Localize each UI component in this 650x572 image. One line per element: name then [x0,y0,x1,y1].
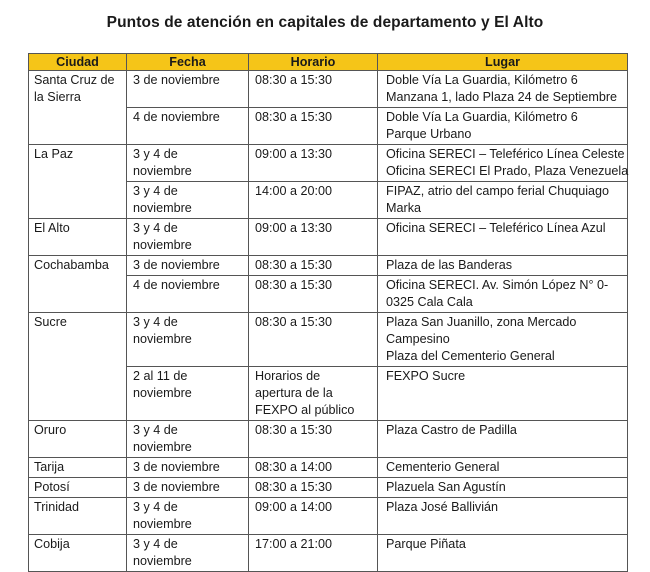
column-header-horario: Horario [249,54,378,71]
cell-ciudad-line: Cochabamba [34,258,109,272]
cell-horario [249,313,378,367]
cell-fecha [127,458,249,478]
table-row [29,256,628,276]
cell-ciudad-line: la Sierra [34,90,81,104]
cell-fecha [127,367,249,421]
cell-fecha-line: noviembre [133,332,192,346]
cell-fecha [127,219,249,256]
cell-lugar-line: FIPAZ, atrio del campo ferial Chuquiago [386,184,610,198]
cell-horario-line: 08:30 a 15:30 [255,110,333,124]
cell-horario-line: 08:30 a 14:00 [255,460,333,474]
cell-lugar [378,108,628,145]
cell-lugar [378,219,628,256]
cell-fecha [127,145,249,182]
cell-lugar-line: Plazuela San Agustín [386,480,506,494]
cell-fecha [127,478,249,498]
cell-lugar [378,182,628,219]
cell-ciudad-line: Sucre [34,315,67,329]
cell-fecha-line: 2 al 11 de [133,369,188,383]
cell-lugar [378,367,628,421]
cell-horario-line: 09:00 a 14:00 [255,500,333,514]
cell-lugar-line: Oficina SERECI. Av. Simón López N° 0- [386,278,609,292]
cell-lugar-line: Campesino [386,332,450,346]
cell-horario [249,458,378,478]
cell-fecha-line: 4 de noviembre [133,110,220,124]
table-row [29,71,628,108]
cell-fecha [127,313,249,367]
cell-ciudad [29,498,127,535]
cell-fecha-line: noviembre [133,386,192,400]
cell-ciudad [29,313,127,421]
cell-ciudad-line: La Paz [34,147,74,161]
attention-points-table [28,53,628,572]
cell-fecha-line: 3 y 4 de [133,423,178,437]
cell-lugar-line: Plaza de las Banderas [386,258,513,272]
cell-horario [249,367,378,421]
cell-horario-line: 08:30 a 15:30 [255,258,333,272]
cell-fecha-line: 3 de noviembre [133,460,220,474]
cell-lugar-line: Oficina SERECI – Teleférico Línea Celeste [386,147,625,161]
table-row [29,498,628,535]
cell-horario [249,71,378,108]
cell-horario [249,535,378,572]
cell-ciudad [29,256,127,313]
cell-lugar-line: Plaza Castro de Padilla [386,423,517,437]
cell-lugar [378,498,628,535]
cell-fecha [127,71,249,108]
cell-lugar-line: Doble Vía La Guardia, Kilómetro 6 [386,110,578,124]
cell-ciudad [29,535,127,572]
cell-horario [249,276,378,313]
table-row [29,478,628,498]
table-body [29,71,628,572]
cell-horario-line: 08:30 a 15:30 [255,278,333,292]
cell-fecha-line: 3 y 4 de [133,500,178,514]
cell-fecha-line: noviembre [133,440,192,454]
cell-horario-line: 08:30 a 15:30 [255,423,333,437]
column-header-fecha: Fecha [127,54,249,71]
cell-horario-line: 09:00 a 13:30 [255,147,333,161]
page-title: Puntos de atención en capitales de departamento y El Alto [106,14,544,31]
cell-fecha [127,421,249,458]
cell-fecha-line: 3 y 4 de [133,147,178,161]
cell-lugar [378,421,628,458]
cell-fecha-line: 3 y 4 de [133,315,178,329]
cell-fecha [127,108,249,145]
cell-lugar [378,256,628,276]
cell-fecha-line: noviembre [133,517,192,531]
cell-fecha [127,256,249,276]
cell-fecha-line: noviembre [133,201,192,215]
cell-fecha [127,498,249,535]
cell-horario [249,182,378,219]
cell-lugar-line: Plaza José Ballivián [386,500,499,514]
cell-lugar-line: Plaza San Juanillo, zona Mercado [386,315,577,329]
cell-horario [249,256,378,276]
cell-fecha-line: 3 y 4 de [133,184,178,198]
table-row [29,458,628,478]
cell-ciudad-line: Santa Cruz de [34,73,115,87]
cell-fecha [127,276,249,313]
table-header-row [29,54,628,71]
cell-horario [249,478,378,498]
cell-lugar-line: 0325 Cala Cala [386,295,473,309]
cell-lugar-line: Oficina SERECI El Prado, Plaza Venezuela [386,164,629,178]
cell-lugar [378,313,628,367]
cell-fecha-line: 4 de noviembre [133,278,220,292]
cell-ciudad [29,478,127,498]
cell-ciudad [29,145,127,219]
cell-ciudad [29,219,127,256]
cell-lugar [378,478,628,498]
cell-fecha-line: 3 y 4 de [133,537,178,551]
cell-lugar [378,71,628,108]
cell-ciudad [29,458,127,478]
cell-lugar-line: FEXPO Sucre [386,369,466,383]
cell-lugar [378,535,628,572]
cell-horario-line: 09:00 a 13:30 [255,221,333,235]
cell-ciudad-line: Trinidad [34,500,80,514]
cell-lugar-line: Marka [386,201,421,215]
column-header-lugar: Lugar [378,54,628,71]
cell-lugar-line: Doble Vía La Guardia, Kilómetro 6 [386,73,578,87]
cell-horario-line: 08:30 a 15:30 [255,73,333,87]
cell-horario [249,421,378,458]
cell-ciudad [29,71,127,145]
cell-fecha-line: 3 de noviembre [133,258,220,272]
cell-ciudad-line: El Alto [34,221,70,235]
cell-fecha [127,182,249,219]
cell-horario [249,219,378,256]
cell-lugar-line: Oficina SERECI – Teleférico Línea Azul [386,221,606,235]
table-row [29,219,628,256]
cell-lugar-line: Manzana 1, lado Plaza 24 de Septiembre [386,90,618,104]
cell-fecha-line: 3 de noviembre [133,73,220,87]
cell-horario-line: 08:30 a 15:30 [255,480,333,494]
table-row [29,313,628,367]
cell-lugar [378,276,628,313]
cell-horario-line: 17:00 a 21:00 [255,537,333,551]
cell-ciudad-line: Tarija [34,460,65,474]
cell-horario [249,145,378,182]
cell-fecha-line: 3 y 4 de [133,221,178,235]
cell-ciudad-line: Cobija [34,537,70,551]
cell-fecha-line: noviembre [133,238,192,252]
cell-fecha-line: 3 de noviembre [133,480,220,494]
column-header-ciudad: Ciudad [29,54,127,71]
cell-horario-line: 14:00 a 20:00 [255,184,333,198]
cell-lugar [378,145,628,182]
table-row [29,535,628,572]
cell-fecha [127,535,249,572]
cell-fecha-line: noviembre [133,554,192,568]
cell-lugar-line: Plaza del Cementerio General [386,349,555,363]
cell-fecha-line: noviembre [133,164,192,178]
cell-horario [249,498,378,535]
cell-horario [249,108,378,145]
cell-ciudad-line: Oruro [34,423,67,437]
cell-ciudad-line: Potosí [34,480,70,494]
cell-lugar-line: Parque Urbano [386,127,472,141]
cell-lugar-line: Parque Piñata [386,537,466,551]
cell-horario-line: apertura de la [255,386,333,400]
cell-horario-line: FEXPO al público [255,403,355,417]
cell-horario-line: Horarios de [255,369,321,383]
table-row [29,145,628,182]
cell-horario-line: 08:30 a 15:30 [255,315,333,329]
table-row [29,421,628,458]
cell-lugar [378,458,628,478]
cell-ciudad [29,421,127,458]
cell-lugar-line: Cementerio General [386,460,500,474]
